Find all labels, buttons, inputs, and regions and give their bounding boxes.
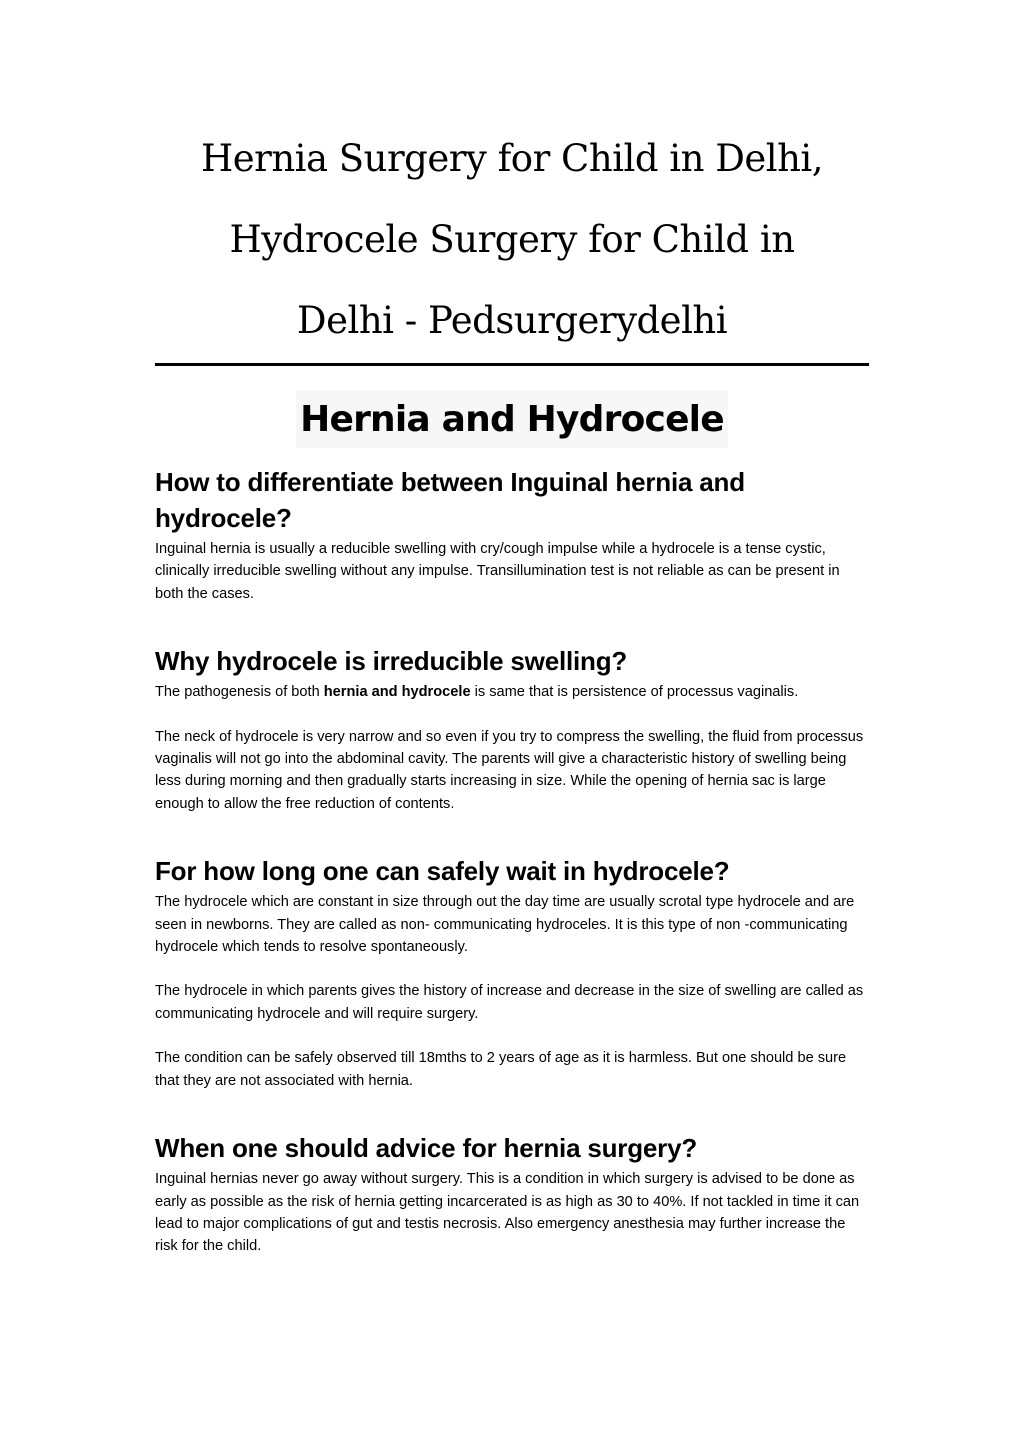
title-divider xyxy=(155,363,869,366)
article-body xyxy=(155,464,871,1258)
paragraph: The neck of hydrocele is very narrow and so even if you try to compress the swelling, the fluid from processus vaginalis will not go into the abdominal cavity. The parents will give a characteristic history of swelling being less during morning and then gradually starts increasing in size. While the opening of hernia sac is large enough to allow the free reduction of contents. xyxy=(155,728,864,812)
document-title xyxy=(140,118,884,361)
paragraph-text: is same that is persistence of processus vaginalis. xyxy=(470,684,799,701)
bold-keyword: hernia and hydrocele xyxy=(323,684,471,701)
question-heading-irreducible: Why hydrocele is irreducible swelling? xyxy=(155,646,628,677)
question-heading-surgery: When one should advice for hernia surgery? xyxy=(155,1133,698,1164)
paragraph: The condition can be safely observed till 18mths to 2 years of age as it is harmless. But one should be sure that they are not associated with hernia. xyxy=(155,1050,847,1089)
section-title-container xyxy=(0,390,1024,448)
paragraph-text: The pathogenesis of both xyxy=(155,684,324,701)
paragraph xyxy=(155,681,871,703)
question-heading-wait: For how long one can safely wait in hydrocele? xyxy=(155,856,730,887)
paragraph: The hydrocele in which parents gives the history of increase and decrease in the size of swelling are called as communicating hydrocele and will require surgery. xyxy=(155,983,864,1022)
section-title: Hernia and Hydrocele xyxy=(296,390,728,448)
document-title-line-3: Delhi - Pedsurgerydelhi xyxy=(296,299,728,342)
document-title-line-2: Hydrocele Surgery for Child in xyxy=(229,218,795,261)
document-title-line-1: Hernia Surgery for Child in Delhi, xyxy=(200,137,824,180)
paragraph: The hydrocele which are constant in size through out the day time are usually scrotal type hydrocele and are seen in newborns. They are called as non- communicating hydroceles. It is this type of non -communicating hydrocele which tends to resolve spontaneously. xyxy=(155,894,855,956)
paragraph: Inguinal hernia is usually a reducible swelling with cry/cough impulse while a hydrocele is a tense cystic, clinically irreducible swelling without any impulse. Transillumination test is not reliable as can be present in both the cases. xyxy=(155,541,840,602)
question-heading-differentiate: How to differentiate between Inguinal hernia and hydrocele? xyxy=(155,467,745,533)
paragraph: Inguinal hernias never go away without surgery. This is a condition in which surgery is advised to be done as early as possible as the risk of hernia getting incarcerated is as high as 30 to 40%. If not tackled in time it can lead to major complications of gut and testis necrosis. Also emergency anesthesia may further increase the risk for the child. xyxy=(155,1171,860,1255)
